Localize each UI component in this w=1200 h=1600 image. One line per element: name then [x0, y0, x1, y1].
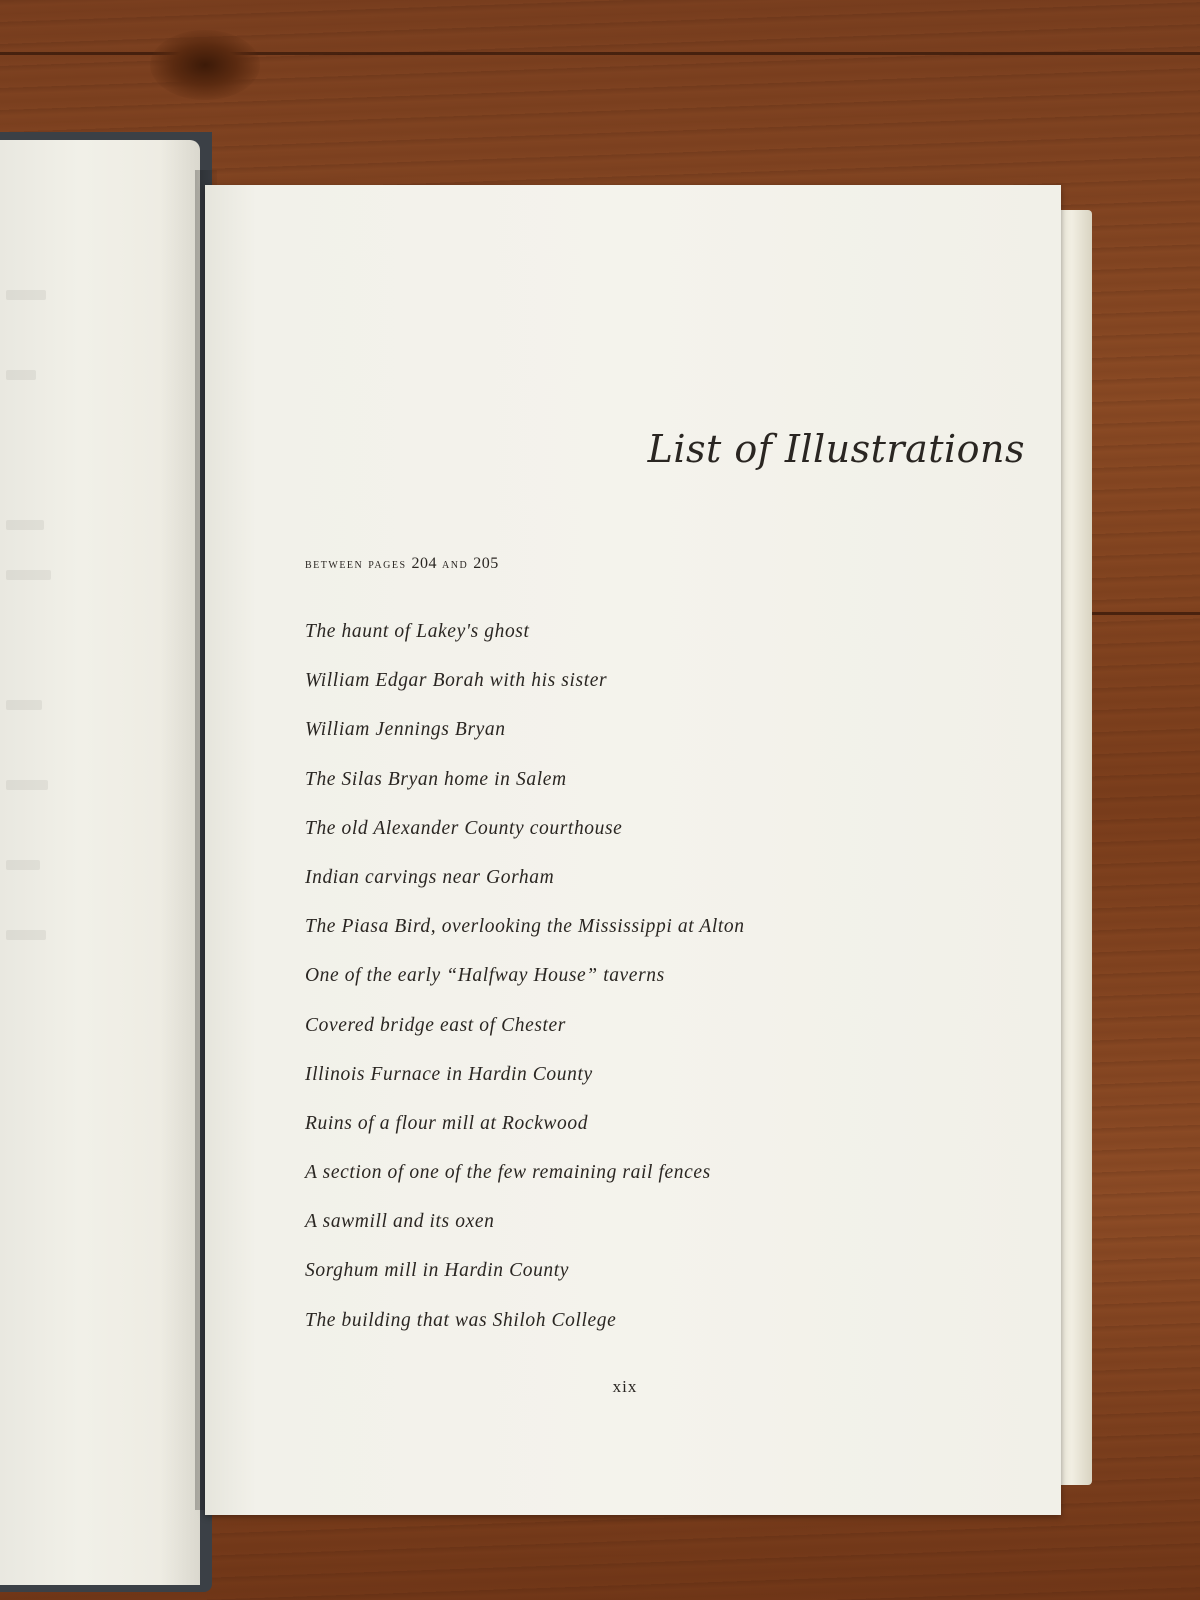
illustration-item: Illinois Furnace in Hardin County: [305, 1063, 593, 1085]
illustration-item: The building that was Shiloh College: [305, 1309, 617, 1331]
show-through-text: [6, 700, 42, 710]
illustration-item: The Piasa Bird, overlooking the Mississippi at Alton: [305, 916, 745, 938]
show-through-text: [6, 930, 46, 940]
show-through-text: [6, 570, 51, 580]
illustration-item: The old Alexander County courthouse: [305, 817, 623, 839]
show-through-text: [6, 370, 36, 380]
illustration-item: Sorghum mill in Hardin County: [305, 1260, 570, 1282]
left-page: [0, 140, 200, 1585]
section-label: [305, 555, 499, 573]
right-page: [205, 185, 1061, 1515]
illustration-item: A sawmill and its oxen: [305, 1211, 495, 1233]
illustration-item: A section of one of the few remaining rail fences: [305, 1162, 711, 1184]
illustration-item: The Silas Bryan home in Salem: [305, 768, 567, 790]
show-through-text: [6, 780, 48, 790]
section-label-prefix: between pages: [305, 557, 412, 572]
illustration-item: One of the early “Halfway House” taverns: [305, 965, 665, 987]
section-label-join: and: [437, 557, 474, 572]
section-label-second-page: 205: [473, 555, 499, 572]
illustration-item: William Jennings Bryan: [305, 719, 506, 741]
illustration-item: William Edgar Borah with his sister: [305, 670, 608, 692]
illustrations-list: [305, 620, 745, 1358]
page-number: xix: [612, 1377, 638, 1396]
illustration-item: The haunt of Lakey's ghost: [305, 621, 530, 642]
illustration-item: Indian carvings near Gorham: [305, 866, 555, 888]
section-label-first-page: 204: [411, 555, 438, 572]
illustration-item: Ruins of a flour mill at Rockwood: [305, 1112, 589, 1134]
show-through-text: [6, 520, 44, 530]
show-through-text: [6, 860, 40, 870]
wood-knot: [150, 30, 260, 100]
show-through-text: [6, 290, 46, 300]
illustration-item: Covered bridge east of Chester: [305, 1014, 566, 1036]
wood-plank-seam: [1080, 612, 1200, 615]
page-title: List of Illustrations: [647, 427, 1025, 471]
